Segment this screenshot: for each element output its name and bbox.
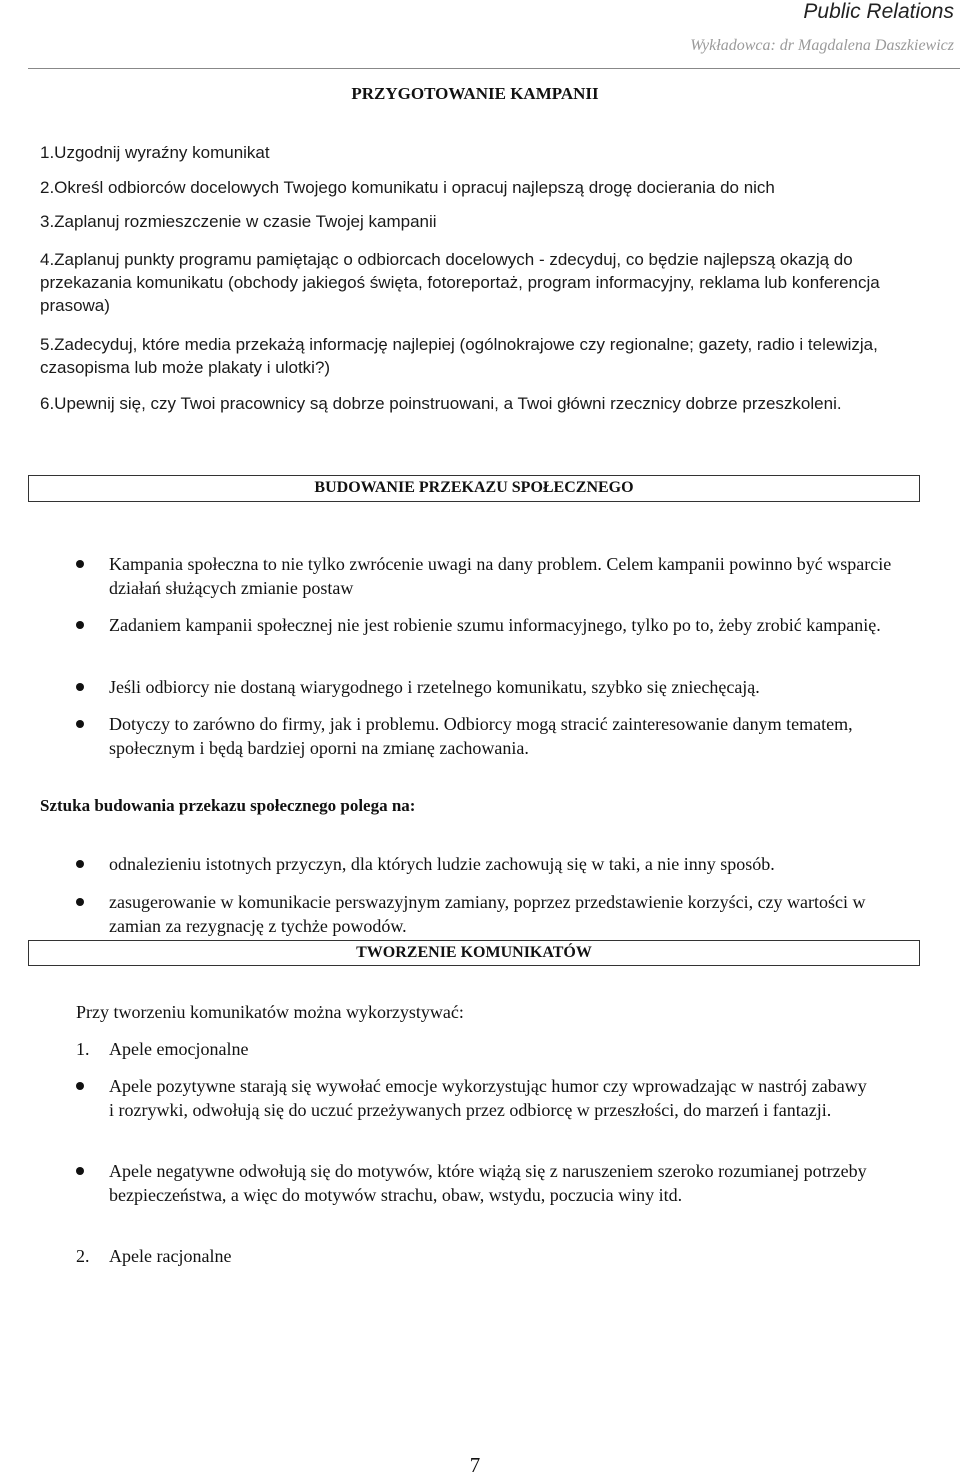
list-item: Dotyczy to zarówno do firmy, jak i problemu. Odbiorcy mogą stracić zainteresowanie danym tematem, społecznym i będą bardziej oporni na zmianę zachowania. bbox=[109, 714, 853, 758]
bullet-dot bbox=[76, 560, 84, 568]
header-title: Public Relations bbox=[803, 0, 954, 23]
section-title-messages: TWORZENIE KOMUNIKATÓW bbox=[28, 940, 920, 966]
list-number: 2. bbox=[76, 1246, 90, 1266]
bullet-dot bbox=[76, 621, 84, 629]
header-divider bbox=[28, 68, 960, 69]
bullet-dot bbox=[76, 683, 84, 691]
list-item: Apele negatywne odwołują się do motywów, które wiążą się z naruszeniem szeroko rozumianej potrzeby bezpieczeństwa, a więc do motywów strachu, obaw, wstydu, poczucia winy itd. bbox=[109, 1161, 867, 1205]
list-item: Apele emocjonalne bbox=[109, 1039, 249, 1059]
campaign-step: 4.Zaplanuj punkty programu pamiętając o odbiorcach docelowych - zdecyduj, co będzie najlepszą okazją do przekazania komunikatu (obchody jakiegoś święta, fotoreportaż, program informacyjny, reklama lub konferencja prasowa) bbox=[40, 250, 880, 315]
list-item: Apele racjonalne bbox=[109, 1246, 232, 1266]
bullet-dot bbox=[76, 720, 84, 728]
campaign-step: 2.Określ odbiorców docelowych Twojego komunikatu i opracuj najlepszą drogę docierania do nich bbox=[40, 178, 775, 197]
bullet-dot bbox=[76, 1167, 84, 1175]
section-title-social-message: BUDOWANIE PRZEKAZU SPOŁECZNEGO bbox=[28, 475, 920, 502]
bullet-dot bbox=[76, 860, 84, 868]
list-item: Apele pozytywne starają się wywołać emocje wykorzystując humor czy wprowadzając w nastrój zabawy i rozrywki, odwołują się do uczuć przeżywanych przez odbiorcę w przeszłości, do marzeń i fantazji. bbox=[109, 1076, 867, 1120]
list-number: 1. bbox=[76, 1039, 90, 1059]
header-lecturer: Wykładowca: dr Magdalena Daszkiewicz bbox=[690, 37, 954, 54]
art-heading: Sztuka budowania przekazu społecznego polega na: bbox=[40, 796, 416, 815]
list-item: odnalezieniu istotnych przyczyn, dla których ludzie zachowują się w taki, a nie inny sposób. bbox=[109, 854, 775, 874]
list-item: Zadaniem kampanii społecznej nie jest robienie szumu informacyjnego, tylko po to, żeby zrobić kampanię. bbox=[109, 615, 881, 635]
campaign-step: 1.Uzgodnij wyraźny komunikat bbox=[40, 143, 270, 162]
bullet-dot bbox=[76, 898, 84, 906]
campaign-step: 6.Upewnij się, czy Twoi pracownicy są dobrze poinstruowani, a Twoi główni rzecznicy dobrze przeszkoleni. bbox=[40, 394, 842, 413]
bullet-dot bbox=[76, 1082, 84, 1090]
list-item: zasugerowanie w komunikacie perswazyjnym zamiany, poprzez przedstawienie korzyści, czy wartości w zamian za rezygnację z tychże powodów. bbox=[109, 892, 866, 936]
campaign-step: 5.Zadecyduj, które media przekażą informację najlepiej (ogólnokrajowe czy regionalne; gazety, radio i telewizja, czasopisma lub może plakaty i ulotki?) bbox=[40, 335, 878, 377]
campaign-step: 3.Zaplanuj rozmieszczenie w czasie Twojej kampanii bbox=[40, 212, 437, 231]
messages-intro: Przy tworzeniu komunikatów można wykorzystywać: bbox=[76, 1002, 464, 1022]
section-title-campaign: PRZYGOTOWANIE KAMPANII bbox=[351, 84, 599, 103]
page-number: 7 bbox=[469, 1453, 481, 1477]
list-item: Kampania społeczna to nie tylko zwrócenie uwagi na dany problem. Celem kampanii powinno być wsparcie działań służących zmianie postaw bbox=[109, 554, 892, 598]
list-item: Jeśli odbiorcy nie dostaną wiarygodnego i rzetelnego komunikatu, szybko się zniechęcają. bbox=[109, 677, 760, 697]
